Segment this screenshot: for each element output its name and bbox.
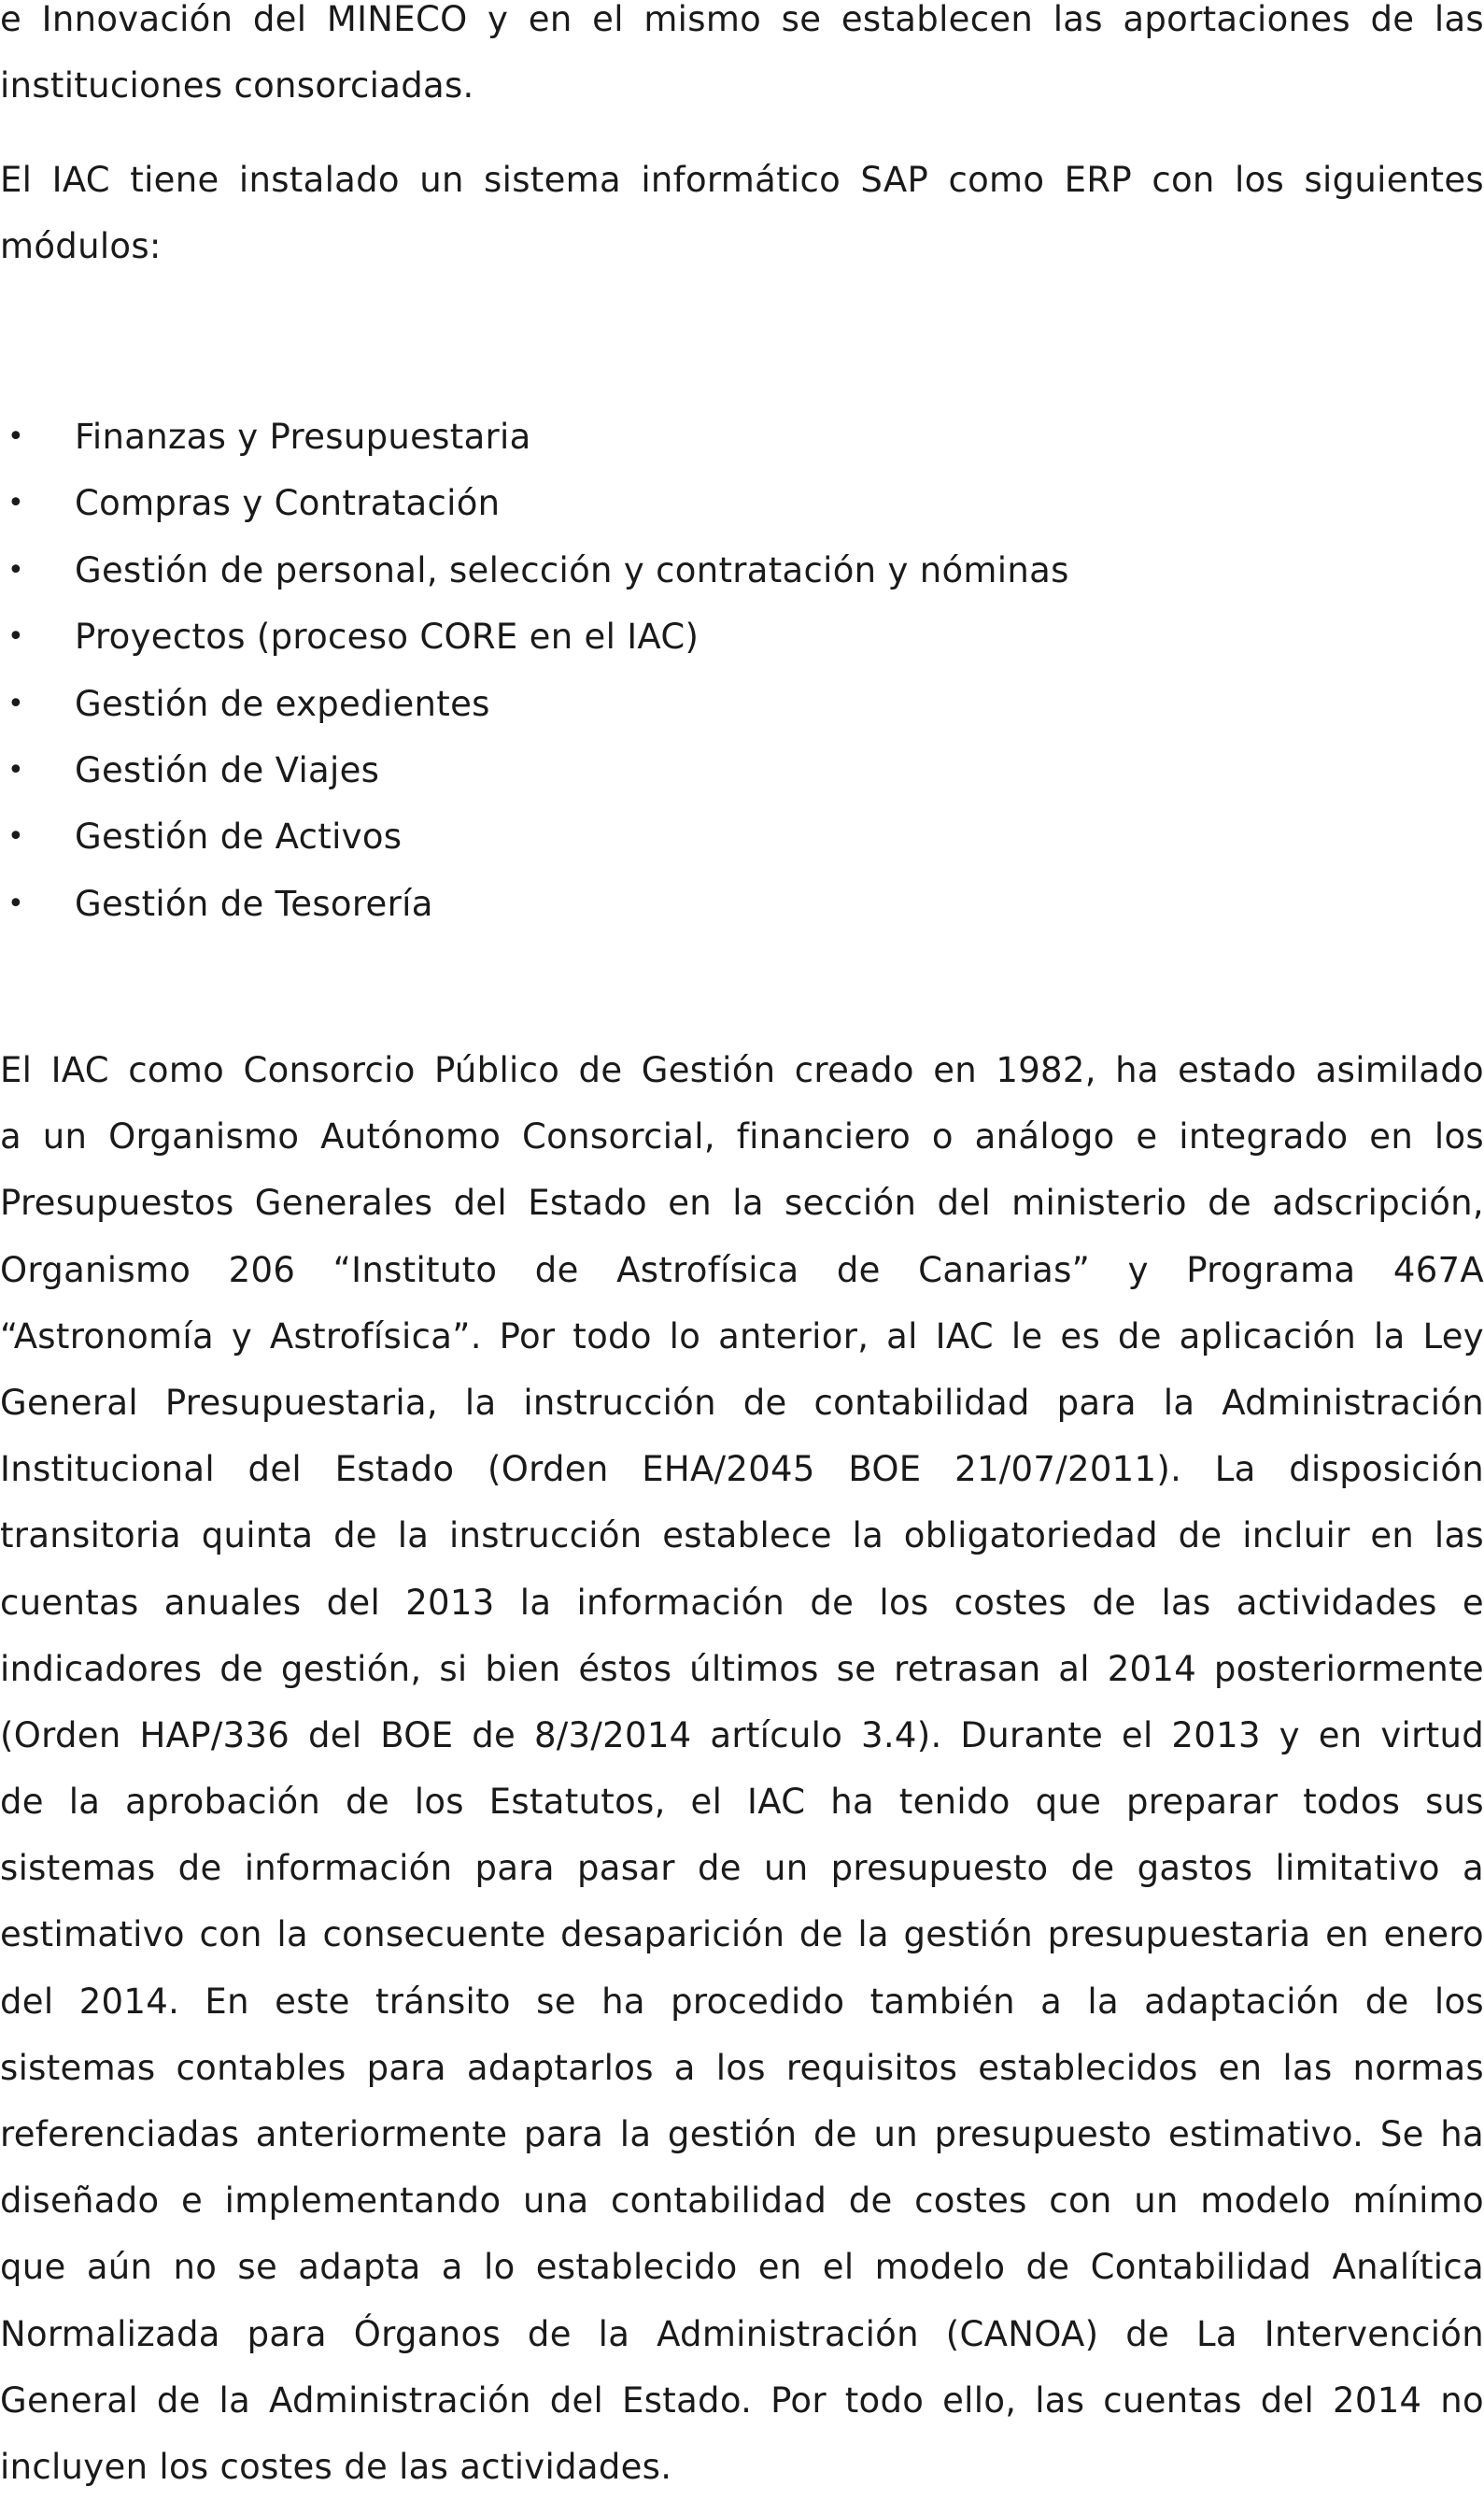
paragraph-line: indicadores de gestión, si bien éstos últimos se retrasan al 2014 posteriormente: [0, 1648, 1484, 1689]
module-list-item: [0, 604, 1069, 670]
module-list-item: [0, 803, 1069, 870]
bullet-icon: •: [7, 620, 24, 654]
paragraph-line: sistemas de información para pasar de un presupuesto de gastos limitativo a: [0, 1848, 1484, 1889]
module-label: Gestión de Tesorería: [75, 883, 433, 924]
module-list-item: [0, 871, 1069, 937]
paragraph-line: El IAC como Consorcio Público de Gestión creado en 1982, ha estado asimilado: [0, 1050, 1484, 1090]
module-list-item: [0, 470, 1069, 536]
paragraph-line: estimativo con la consecuente desaparición de la gestión presupuestaria en enero: [0, 1914, 1484, 1955]
paragraph-line: a un Organismo Autónomo Consorcial, financiero o análogo e integrado en los: [0, 1116, 1484, 1158]
paragraph-line: Organismo 206 “Instituto de Astrofísica de Canarias” y Programa 467A: [0, 1249, 1484, 1290]
bullet-icon: •: [7, 887, 24, 920]
bullet-icon: •: [7, 753, 24, 787]
module-list-item: [0, 671, 1069, 737]
paragraph-line: El IAC tiene instalado un sistema informático SAP como ERP con los siguientes: [0, 160, 1484, 200]
paragraph-line: incluyen los costes de las actividades.: [0, 2446, 672, 2487]
paragraph-line: cuentas anuales del 2013 la información de los costes de las actividades e: [0, 1582, 1484, 1623]
paragraph-line: Institucional del Estado (Orden EHA/2045 BOE 21/07/2011). La disposición: [0, 1449, 1484, 1490]
paragraph-line: transitoria quinta de la instrucción establece la obligatoriedad de incluir en las: [0, 1515, 1484, 1556]
paragraph-line: referenciadas anteriormente para la gestión de un presupuesto estimativo. Se ha: [0, 2114, 1484, 2154]
paragraph-line: instituciones consorciadas.: [0, 65, 474, 107]
paragraph-line: General de la Administración del Estado. Por todo ello, las cuentas del 2014 no: [0, 2379, 1484, 2421]
bullet-icon: •: [7, 553, 24, 587]
paragraph-line: que aún no se adapta a lo establecido en el modelo de Contabilidad Analítica: [0, 2247, 1484, 2288]
paragraph-line: sistemas contables para adaptarlos a los requisitos establecidos en las normas: [0, 2047, 1484, 2088]
module-label: Gestión de personal, selección y contratación y nóminas: [75, 549, 1069, 590]
module-label: Finanzas y Presupuestaria: [75, 417, 531, 457]
paragraph-line: módulos:: [0, 226, 162, 267]
module-label: Gestión de expedientes: [75, 683, 490, 724]
module-label: Proyectos (proceso CORE en el IAC): [75, 617, 700, 658]
module-list-item: [0, 537, 1069, 604]
paragraph-line: General Presupuestaria, la instrucción de contabilidad para la Administración: [0, 1382, 1484, 1423]
module-list-item: [0, 737, 1069, 803]
paragraph-line: diseñado e implementando una contabilidad de costes con un modelo mínimo: [0, 2180, 1484, 2222]
module-list-item: [0, 404, 1069, 470]
paragraph-line: “Astronomía y Astrofísica”. Por todo lo anterior, al IAC le es de aplicación la Ley: [0, 1315, 1484, 1357]
paragraph-line: (Orden HAP/336 del BOE de 8/3/2014 artículo 3.4). Durante el 2013 y en virtud: [0, 1714, 1484, 1755]
module-label: Gestión de Viajes: [75, 749, 380, 790]
paragraph-line: Normalizada para Órganos de la Administración (CANOA) de La Intervención: [0, 2313, 1484, 2354]
paragraph-line: del 2014. En este tránsito se ha procedido también a la adaptación de los: [0, 1981, 1484, 2022]
bullet-icon: •: [7, 820, 24, 854]
sap-module-list: [0, 404, 1069, 937]
module-label: Compras y Contratación: [75, 483, 501, 524]
paragraph-line: e Innovación del MINECO y en el mismo se establecen las aportaciones de las: [0, 0, 1484, 39]
bullet-icon: •: [7, 687, 24, 720]
bullet-icon: •: [7, 420, 24, 453]
paragraph-line: Presupuestos Generales del Estado en la sección del ministerio de adscripción,: [0, 1183, 1484, 1224]
erp-intro-paragraph: [0, 147, 1484, 279]
bullet-icon: •: [7, 487, 24, 520]
intro-continued-paragraph: [0, 0, 1484, 119]
module-label: Gestión de Activos: [75, 817, 403, 858]
paragraph-line: de la aprobación de los Estatutos, el IAC ha tenido que preparar todos sus: [0, 1782, 1484, 1823]
iac-consortium-paragraph: [0, 1037, 1484, 2500]
